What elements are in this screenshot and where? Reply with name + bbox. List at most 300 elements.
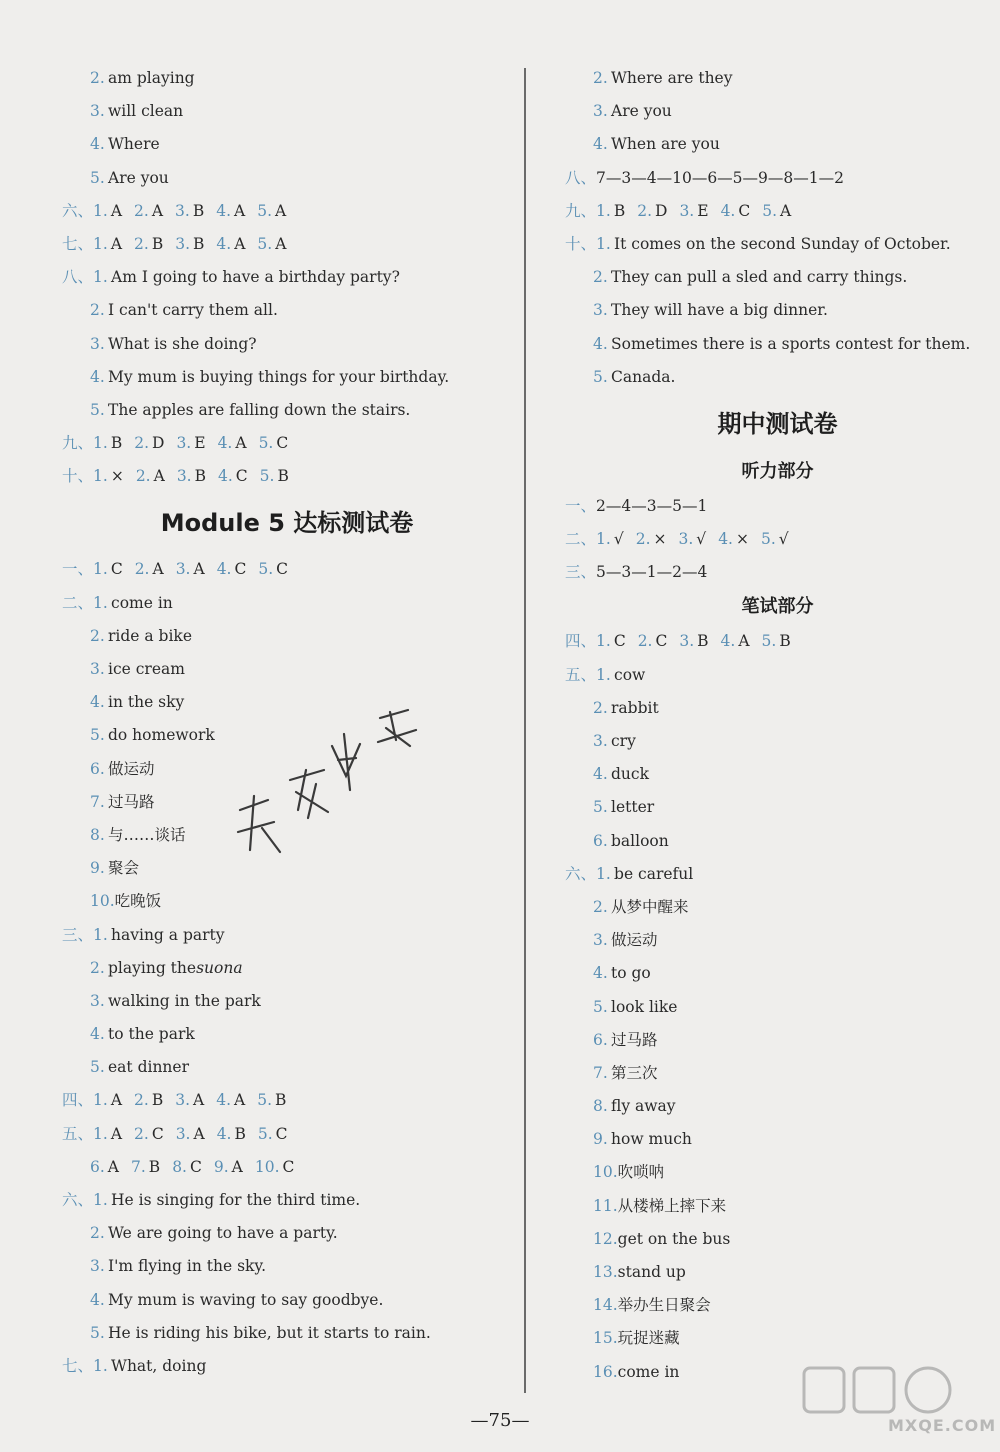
answer-line — [62, 1250, 512, 1283]
answer-text: in the sky — [108, 693, 185, 712]
item-number: 1. — [596, 530, 611, 549]
choice-row — [62, 460, 512, 493]
answer-line — [62, 1217, 512, 1250]
item-number: 15. — [593, 1329, 618, 1348]
choice-row — [62, 1118, 512, 1151]
choice-answer: A — [234, 1091, 246, 1110]
item-number: 5. — [259, 467, 275, 486]
item-number: 3. — [679, 632, 695, 651]
answer-line — [62, 1350, 512, 1383]
sequence-answer: 5—3—1—2—4 — [596, 563, 708, 582]
answer-line — [565, 294, 990, 327]
choice-answer: √ — [613, 530, 624, 549]
item-number: 2. — [134, 560, 150, 579]
answer-text: Am I going to have a birthday party? — [111, 268, 400, 287]
choice-answer: A — [275, 234, 287, 253]
answer-text: He is riding his bike, but it starts to rain. — [108, 1323, 431, 1342]
answer-text: They can pull a sled and carry things. — [611, 268, 908, 287]
choice-answer: A — [234, 201, 246, 220]
choice-row — [62, 1084, 512, 1117]
answer-line — [62, 952, 512, 985]
answer-line — [565, 128, 990, 161]
item-number: 2. — [134, 1091, 149, 1110]
answer-text: fly away — [611, 1097, 676, 1116]
item-number: 3. — [679, 201, 695, 220]
answer-line — [62, 1018, 512, 1051]
choice-answer: B — [151, 234, 164, 253]
answer-line — [565, 891, 990, 924]
item-number: 4. — [593, 135, 608, 154]
item-number: 10. — [593, 1163, 618, 1182]
choice-answer: A — [780, 201, 792, 220]
choice-answer: A — [151, 201, 164, 220]
item-number: 5. — [257, 1091, 272, 1110]
item-number: 1. — [93, 1091, 108, 1110]
page-number: —75— — [470, 1410, 530, 1431]
answer-text: ice cream — [108, 660, 185, 678]
choice-answer: C — [276, 560, 289, 579]
answer-text: It comes on the second Sunday of October. — [614, 234, 951, 253]
item-number: 5. — [257, 201, 272, 220]
choice-answer: B — [275, 1091, 287, 1110]
item-number: 6. — [593, 1030, 608, 1049]
choice-answer: B — [277, 467, 289, 486]
answer-line — [62, 294, 512, 327]
answer-text: to go — [611, 964, 651, 983]
item-number: 2. — [90, 1224, 105, 1243]
answer-text: 从楼梯上摔下来 — [617, 1196, 727, 1215]
answer-text: how much — [611, 1130, 692, 1149]
section-label: 八、 — [62, 268, 94, 287]
answer-line — [62, 328, 512, 361]
item-number: 1. — [93, 268, 108, 287]
item-number: 4. — [90, 367, 105, 386]
choice-answer: C — [234, 560, 247, 579]
item-number: 3. — [175, 234, 190, 253]
sequence-answer: 2—4—3—5—1 — [596, 496, 708, 515]
answer-line — [62, 162, 512, 195]
choice-row — [62, 427, 512, 460]
choice-answer: D — [152, 434, 165, 453]
item-number: 10. — [90, 892, 115, 911]
answer-text: What is she doing? — [108, 334, 257, 353]
answer-text: ride a bike — [108, 626, 193, 645]
item-number: 5. — [257, 1124, 273, 1143]
choice-answer: C — [613, 632, 626, 651]
item-number: 1. — [93, 434, 108, 453]
choice-answer: × — [110, 467, 124, 486]
item-number: 2. — [637, 201, 652, 220]
item-number: 12. — [593, 1229, 618, 1248]
choice-answer: E — [194, 434, 206, 453]
item-number: 2. — [134, 434, 149, 453]
item-number: 5. — [762, 201, 778, 220]
choice-row — [62, 553, 512, 586]
answer-line — [62, 587, 512, 620]
item-number: 16. — [593, 1362, 618, 1381]
item-number: 6. — [90, 759, 105, 778]
item-number: 5. — [593, 798, 608, 817]
answer-text: 聚会 — [108, 859, 140, 878]
choice-row — [565, 625, 990, 658]
sequence-row — [565, 490, 990, 523]
choice-answer: A — [738, 632, 750, 651]
item-number: 9. — [90, 859, 105, 878]
choice-answer: B — [110, 434, 123, 453]
choice-answer: A — [193, 1124, 205, 1143]
answer-text: Where are they — [611, 69, 733, 87]
item-number: 7. — [131, 1157, 146, 1176]
item-number: 2. — [593, 698, 608, 717]
item-number: 1. — [93, 1356, 108, 1375]
section-label: 三、 — [565, 563, 597, 582]
item-number: 3. — [593, 732, 608, 750]
section-label: 五、 — [565, 665, 597, 684]
choice-answer: B — [779, 632, 791, 651]
answer-line — [62, 95, 512, 128]
answer-line — [62, 620, 512, 653]
answer-text: come in — [111, 593, 173, 612]
choice-row — [565, 195, 990, 228]
choice-answer: √ — [778, 530, 789, 549]
answer-text: He is singing for the third time. — [111, 1191, 361, 1209]
section-label: 二、 — [62, 593, 94, 612]
answer-italic: suona — [196, 958, 243, 977]
item-number: 13. — [593, 1263, 618, 1281]
answer-text: balloon — [611, 831, 669, 850]
answer-text: 过马路 — [611, 1030, 658, 1049]
section-label: 九、 — [62, 434, 94, 453]
choice-answer: C — [655, 632, 668, 651]
item-number: 2. — [134, 234, 149, 253]
item-number: 2. — [593, 69, 608, 87]
item-number: 1. — [93, 201, 108, 220]
answer-line — [565, 791, 990, 824]
choice-answer: C — [151, 1124, 164, 1143]
choice-answer: A — [193, 560, 205, 579]
answer-line — [565, 361, 990, 394]
answer-line — [62, 261, 512, 294]
answer-text: Where — [108, 135, 160, 154]
item-number: 4. — [720, 632, 736, 651]
choice-answer: B — [194, 467, 206, 486]
answer-text: Are you — [108, 168, 169, 187]
item-number: 3. — [175, 1091, 190, 1110]
answer-text: 做运动 — [108, 759, 155, 778]
answer-text: 做运动 — [611, 931, 658, 950]
module-5-title: Module 5 达标测试卷 — [160, 509, 414, 538]
item-number: 3. — [90, 660, 105, 678]
item-number: 2. — [90, 69, 105, 87]
item-number: 8. — [593, 1097, 608, 1116]
section-label: 九、 — [565, 201, 597, 220]
answer-line — [565, 1024, 990, 1057]
item-number: 2. — [637, 632, 653, 651]
item-number: 5. — [593, 997, 608, 1016]
item-number: 3. — [176, 467, 192, 486]
answer-line — [565, 1090, 990, 1123]
answer-text: 玩捉迷藏 — [617, 1329, 680, 1348]
section-label: 七、 — [62, 234, 94, 253]
item-number: 3. — [176, 434, 192, 453]
answer-text: letter — [611, 798, 655, 817]
section-label: 六、 — [62, 1191, 94, 1209]
answer-text: Sometimes there is a sports contest for them. — [611, 334, 971, 353]
choice-answer: B — [697, 632, 709, 651]
answer-text: rabbit — [611, 698, 659, 717]
answer-line — [62, 361, 512, 394]
answer-text: duck — [611, 765, 649, 784]
item-number: 6. — [90, 1157, 105, 1176]
choice-row — [565, 523, 990, 556]
item-number: 6. — [593, 831, 608, 850]
answer-text: 第三次 — [611, 1063, 658, 1082]
answer-line — [565, 692, 990, 725]
answer-text: 从梦中醒来 — [611, 897, 689, 916]
item-number: 3. — [175, 1124, 191, 1143]
item-number: 4. — [90, 693, 105, 712]
section-label: 七、 — [62, 1356, 94, 1375]
item-number: 2. — [593, 268, 608, 287]
handwritten-annotation — [220, 700, 450, 860]
item-number: 1. — [93, 1124, 108, 1143]
answer-line — [565, 1289, 990, 1322]
choice-answer: B — [193, 234, 205, 253]
item-number: 2. — [90, 301, 105, 320]
answer-line — [565, 62, 990, 95]
choice-answer: A — [231, 1157, 243, 1176]
item-number: 3. — [678, 530, 694, 549]
item-number: 7. — [593, 1063, 608, 1082]
item-number: 1. — [596, 234, 611, 253]
choice-answer: B — [151, 1091, 164, 1110]
section-label: 四、 — [565, 632, 597, 651]
answer-line — [62, 62, 512, 95]
choice-answer: A — [235, 434, 247, 453]
choice-answer: A — [110, 1124, 123, 1143]
answer-line — [565, 924, 990, 957]
choice-answer: A — [110, 201, 123, 220]
item-number: 3. — [175, 201, 190, 220]
choice-row — [62, 228, 512, 261]
item-number: 4. — [217, 434, 233, 453]
item-number: 4. — [216, 1091, 231, 1110]
answer-line — [565, 261, 990, 294]
midterm-title: 期中测试卷 — [717, 409, 838, 438]
item-number: 5. — [761, 632, 777, 651]
item-number: 14. — [593, 1296, 618, 1315]
item-number: 3. — [90, 991, 105, 1010]
answer-line — [565, 825, 990, 858]
answer-line — [565, 1223, 990, 1256]
item-number: 9. — [213, 1157, 229, 1176]
item-number: 4. — [216, 201, 231, 220]
section-label: 六、 — [565, 864, 597, 883]
answer-line — [565, 1156, 990, 1189]
section-label: 六、 — [62, 201, 94, 220]
section-label: 三、 — [62, 925, 94, 944]
item-number: 2. — [134, 201, 149, 220]
item-number: 11. — [593, 1196, 618, 1215]
item-number: 4. — [593, 964, 608, 983]
answer-text: be careful — [614, 864, 694, 883]
watermark-text: MXQE.COM — [888, 1416, 997, 1435]
answer-line — [62, 1051, 512, 1084]
choice-answer: B — [192, 201, 205, 220]
answer-text: 吃晚饭 — [114, 892, 162, 911]
item-number: 3. — [593, 931, 608, 950]
item-number: 3. — [90, 102, 105, 121]
item-number: 1. — [596, 665, 611, 684]
answer-line — [565, 659, 990, 692]
right-column — [565, 62, 990, 1389]
answer-text: We are going to have a party. — [108, 1224, 338, 1243]
listening-title: 听力部分 — [741, 460, 814, 482]
choice-answer: C — [110, 560, 123, 579]
choice-answer: C — [189, 1157, 202, 1176]
item-number: 5. — [257, 234, 273, 253]
choice-answer: E — [697, 201, 709, 220]
answer-text: am playing — [108, 69, 195, 87]
choice-answer: B — [613, 201, 626, 220]
item-number: 2. — [635, 530, 651, 549]
answer-line — [62, 653, 512, 686]
answer-line — [565, 957, 990, 990]
answer-text: to the park — [108, 1025, 195, 1044]
item-number: 10. — [254, 1157, 280, 1176]
answer-text: will clean — [108, 102, 184, 121]
item-number: 5. — [90, 168, 105, 187]
item-number: 5. — [90, 726, 105, 745]
answer-line — [62, 1317, 512, 1350]
answer-text: playing the — [108, 958, 197, 977]
section-label: 十、 — [62, 467, 94, 486]
choice-answer: A — [275, 201, 287, 220]
answer-text: look like — [611, 997, 678, 1016]
answer-text: eat dinner — [108, 1058, 189, 1077]
item-number: 8. — [172, 1157, 187, 1176]
answer-text: When are you — [611, 135, 720, 154]
item-number: 2. — [593, 897, 608, 916]
section-label: 一、 — [62, 560, 94, 579]
answer-text: cry — [611, 732, 636, 750]
answer-line — [62, 1284, 512, 1317]
answer-line — [565, 228, 990, 261]
choice-answer: A — [107, 1157, 119, 1176]
choice-answer: A — [110, 234, 123, 253]
choice-answer: × — [653, 530, 667, 549]
item-number: 1. — [93, 467, 108, 486]
item-number: 3. — [175, 560, 191, 579]
choice-row — [62, 195, 512, 228]
item-number: 2. — [90, 626, 105, 645]
answer-line — [62, 1184, 512, 1217]
item-number: 3. — [593, 301, 608, 320]
answer-line — [565, 991, 990, 1024]
answer-line — [565, 1322, 990, 1355]
choice-answer: A — [110, 1091, 123, 1110]
choice-answer: A — [234, 234, 246, 253]
item-number: 5. — [760, 530, 776, 549]
choice-answer: A — [193, 1091, 205, 1110]
item-number: 2. — [135, 467, 151, 486]
item-number: 3. — [593, 102, 608, 121]
answer-text: come in — [617, 1362, 680, 1381]
section-label: 八、 — [565, 168, 597, 187]
answer-text: 举办生日聚会 — [617, 1296, 711, 1315]
answer-line — [565, 758, 990, 791]
section-label: 二、 — [565, 530, 597, 549]
item-number: 8. — [90, 825, 105, 844]
section-label: 四、 — [62, 1091, 94, 1110]
answer-text: having a party — [111, 925, 225, 944]
item-number: 1. — [596, 201, 611, 220]
item-number: 4. — [216, 560, 232, 579]
item-number: 1. — [93, 593, 108, 612]
answer-text: stand up — [617, 1263, 686, 1281]
answer-text: The apples are falling down the stairs. — [108, 400, 411, 419]
answer-line — [565, 1123, 990, 1156]
answer-text: My mum is waving to say goodbye. — [108, 1290, 384, 1309]
choice-answer: C — [276, 434, 289, 453]
sequence-row — [565, 556, 990, 589]
answer-line — [62, 919, 512, 952]
answer-line — [565, 1190, 990, 1223]
answer-text: I can't carry them all. — [108, 301, 278, 320]
item-number: 9. — [593, 1130, 608, 1149]
item-number: 1. — [93, 925, 108, 944]
section-label: 五、 — [62, 1124, 94, 1143]
answer-text: What, doing — [111, 1356, 207, 1375]
item-number: 3. — [90, 1257, 105, 1276]
answer-text: do homework — [108, 726, 215, 745]
section-label: 十、 — [565, 234, 597, 253]
item-number: 4. — [90, 135, 105, 154]
answer-line — [565, 858, 990, 891]
choice-answer: C — [738, 201, 751, 220]
choice-row — [62, 1151, 512, 1184]
item-number: 2. — [134, 1124, 149, 1143]
answer-text: Are you — [611, 102, 672, 121]
item-number: 5. — [258, 434, 274, 453]
choice-answer: C — [282, 1157, 295, 1176]
item-number: 2. — [90, 958, 105, 977]
answer-line — [62, 985, 512, 1018]
answer-line — [565, 328, 990, 361]
item-number: 4. — [720, 201, 736, 220]
item-number: 1. — [93, 1191, 108, 1209]
column-divider — [524, 68, 526, 1393]
item-number: 4. — [218, 467, 233, 486]
item-number: 5. — [593, 367, 608, 386]
item-number: 5. — [258, 560, 274, 579]
answer-text: cow — [614, 665, 646, 684]
item-number: 4. — [216, 1124, 232, 1143]
answer-line — [565, 1256, 990, 1289]
choice-answer: B — [234, 1124, 246, 1143]
item-number: 5. — [90, 1058, 105, 1077]
answer-text: My mum is buying things for your birthday. — [108, 367, 450, 386]
answer-text: walking in the park — [108, 991, 261, 1010]
answer-line — [565, 725, 990, 758]
sequence-answer: 7—3—4—10—6—5—9—8—1—2 — [596, 168, 844, 187]
item-number: 4. — [593, 334, 608, 353]
writing-title: 笔试部分 — [741, 596, 814, 618]
choice-answer: × — [735, 530, 749, 549]
answer-line — [62, 394, 512, 427]
answer-line — [565, 95, 990, 128]
answer-line — [565, 1057, 990, 1090]
